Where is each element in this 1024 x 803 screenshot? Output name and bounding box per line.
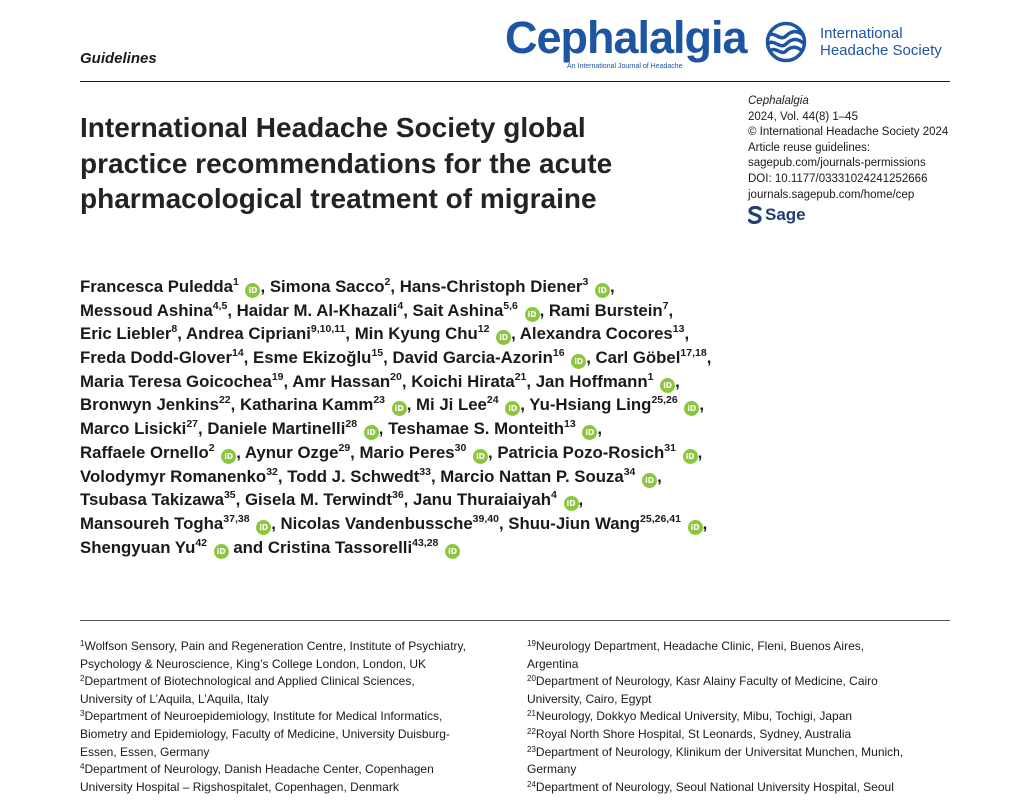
author-name: Raffaele Ornello (80, 442, 209, 462)
author-name: Teshamae S. Monteith (388, 419, 564, 439)
author-name: Francesca Puledda (80, 277, 233, 296)
author-affiliation-ref[interactable]: 28 (345, 418, 358, 431)
author (80, 443, 236, 462)
author-separator: , (243, 348, 253, 368)
author-name: Cristina Tassorelli (267, 537, 413, 557)
author (237, 301, 404, 320)
author-affiliation-ref[interactable]: 34 (623, 465, 636, 478)
author-affiliation-ref[interactable]: 39,40 (472, 512, 499, 525)
author (529, 395, 699, 414)
author-separator: , (539, 300, 549, 320)
author-name: Aynur Ozge (244, 442, 339, 462)
author-separator: , (378, 419, 389, 439)
author-name: Amr Hassan (292, 371, 391, 391)
section-label: Guidelines (80, 50, 157, 67)
author-affiliation-ref[interactable]: 2 (384, 276, 391, 288)
author-name: Tsubasa Takizawa (80, 490, 224, 510)
orcid-icon[interactable]: iD (505, 401, 520, 416)
author-affiliation-ref[interactable]: 16 (552, 347, 565, 360)
author-separator: , (260, 277, 270, 296)
orcid-icon[interactable]: iD (684, 401, 699, 416)
author-name: Hans-Christoph Diener (399, 277, 583, 296)
author (80, 419, 198, 438)
affiliation-number: 2 (80, 674, 85, 684)
affiliation-text: Neurology, Dokkyo Medical University, Mibu, Tochigi, Japan (535, 709, 853, 724)
orcid-icon[interactable]: iD (683, 449, 698, 464)
affiliation (527, 744, 957, 779)
article-meta (748, 94, 988, 224)
author-affiliation-ref[interactable]: 5,6 (503, 299, 518, 312)
author-name: Marcio Nattan P. Souza (440, 466, 624, 486)
title-line: practice recommendations for the acute (80, 147, 613, 179)
author-separator: , (271, 513, 281, 533)
affiliation-number: 1 (80, 639, 85, 648)
author-affiliation-ref[interactable]: 31 (664, 441, 676, 454)
orcid-icon[interactable]: iD (642, 473, 657, 488)
orcid-icon[interactable]: iD (582, 425, 597, 440)
affiliation-text: Department of Biotechnological and Applied Clinical Sciences, (84, 674, 415, 689)
author-line (80, 275, 960, 299)
author-separator: , (283, 371, 293, 391)
author-name: Todd J. Schwedt (287, 466, 420, 486)
affiliation-line: Argentina (527, 656, 579, 671)
orcid-icon[interactable]: iD (564, 496, 579, 511)
author-line (80, 488, 960, 512)
author-name: Mansoureh Togha (80, 513, 224, 533)
author-name: Freda Dodd-Glover (80, 348, 232, 368)
orcid-icon[interactable]: iD (445, 544, 460, 559)
author-separator: , (578, 490, 584, 510)
publisher-name: Sage (765, 205, 806, 225)
author (253, 348, 383, 367)
affiliation-number: 24 (527, 779, 536, 789)
author-line (80, 370, 960, 394)
author-affiliation-ref[interactable]: 20 (390, 370, 402, 383)
society-name-line1: International (820, 25, 903, 42)
affiliation-number: 20 (527, 674, 536, 684)
affiliation (527, 708, 957, 726)
affiliation-line (527, 744, 957, 762)
orcid-icon[interactable]: iD (214, 544, 229, 559)
affiliation-number: 21 (527, 709, 536, 719)
affiliation-number: 23 (527, 744, 536, 754)
author-separator: , (675, 371, 680, 391)
affiliation-number: 19 (527, 639, 536, 648)
author-separator: , (657, 466, 662, 486)
author (80, 538, 229, 557)
author-affiliation-ref[interactable]: 23 (373, 394, 386, 407)
author-line (80, 299, 960, 323)
author-affiliation-ref[interactable]: 29 (338, 441, 351, 454)
affiliation-number: 22 (527, 726, 536, 736)
affiliation-line (527, 726, 957, 744)
author-name: Eric Liebler (80, 324, 172, 344)
author-separator: , (699, 395, 705, 415)
affiliation-text: Department of Neurology, Klinikum der Universitat Munchen, Munich, (535, 744, 904, 759)
author-name: Andrea Cipriani (185, 324, 311, 344)
author-affiliation-ref[interactable]: 21 (514, 370, 527, 383)
orcid-icon[interactable]: iD (221, 449, 236, 464)
author-name: Mario Peres (359, 442, 455, 462)
author (360, 443, 489, 462)
affiliation (527, 726, 957, 744)
author-name: Sait Ashina (412, 300, 504, 320)
author (392, 348, 586, 367)
author-separator: , (520, 395, 530, 415)
affiliation-line: University, Cairo, Egypt (527, 691, 652, 706)
author-affiliation-ref[interactable]: 4 (397, 299, 404, 312)
author-affiliation-ref[interactable]: 3 (582, 276, 589, 288)
header-divider (80, 81, 950, 82)
author-affiliation-ref[interactable]: 13 (564, 418, 576, 431)
affiliation-line: University of L’Aquila, L’Aquila, Italy (80, 691, 269, 706)
affiliation-line (527, 779, 957, 797)
author-separator: , (383, 348, 393, 368)
author-separator: , (668, 300, 674, 320)
author-affiliation-ref[interactable]: 15 (371, 347, 384, 360)
author-separator: , (401, 371, 412, 391)
affiliation-text: Department of Neurology, Seoul National University Hospital, Seoul (535, 779, 894, 794)
author-name: Rami Burstein (548, 300, 663, 320)
affiliation (527, 673, 957, 708)
author (413, 301, 540, 320)
author-separator: , (697, 442, 703, 462)
affiliation-number: 4 (80, 762, 85, 772)
author-separator: , (609, 277, 615, 296)
affiliation-number: 3 (80, 709, 85, 719)
author (549, 301, 669, 320)
author-affiliation-ref[interactable]: 13 (672, 323, 685, 336)
author (416, 395, 520, 414)
author-affiliation-ref[interactable]: 2 (208, 441, 215, 454)
author-name: Yu-Hsiang Ling (529, 395, 652, 415)
author-affiliation-ref[interactable]: 1 (647, 370, 654, 383)
author (270, 277, 391, 296)
author (80, 277, 260, 296)
author (80, 467, 278, 486)
author-name: Haidar M. Al-Khazali (236, 300, 398, 320)
author-separator: , (403, 490, 413, 510)
author-affiliation-ref[interactable]: 42 (195, 536, 208, 549)
society-logo[interactable] (760, 20, 970, 64)
author-name: Messoud Ashina (80, 300, 213, 320)
author-separator: , (498, 513, 509, 533)
author-separator: , (235, 490, 245, 510)
author-affiliation-ref[interactable]: 4 (551, 489, 557, 502)
author-separator: , (702, 513, 708, 533)
author (497, 443, 697, 462)
affiliations-left-column (80, 638, 510, 796)
author (80, 372, 284, 391)
author-affiliation-ref[interactable]: 8 (171, 323, 178, 336)
author-name: Volodymyr Romanenko (80, 466, 267, 486)
orcid-icon[interactable]: iD (660, 378, 675, 393)
society-name (820, 25, 942, 59)
author (80, 514, 271, 533)
author-name: Gisela M. Terwindt (244, 490, 392, 510)
author-affiliation-ref[interactable]: 43,28 (412, 536, 439, 549)
author (355, 324, 511, 343)
orcid-icon[interactable]: iD (688, 520, 703, 535)
society-emblem-icon (760, 20, 812, 64)
author-line (80, 346, 960, 370)
affiliation-line: Psychology & Neuroscience, King’s College London, London, UK (80, 656, 426, 671)
meta-journal: Cephalalgia (748, 95, 809, 107)
affiliation-line (80, 708, 510, 726)
author-line (80, 441, 960, 465)
affiliation (527, 638, 957, 673)
title-line: International Headache Society global (80, 112, 586, 143)
affiliation-text: Wolfson Sensory, Pain and Regeneration Centre, Institute of Psychiatry, (84, 639, 466, 653)
author-name: Daniele Martinelli (207, 419, 346, 439)
author-name: Mi Ji Lee (416, 395, 487, 415)
affiliation-text: Royal North Shore Hospital, St Leonards, Sydney, Australia (535, 726, 852, 741)
orcid-icon[interactable]: iD (245, 283, 260, 298)
author (186, 324, 345, 343)
author-name: Carl Göbel (595, 348, 681, 368)
affiliation (80, 673, 510, 708)
affiliation-text: Neurology Department, Headache Clinic, Fleni, Buenos Aires, (535, 639, 865, 653)
orcid-icon[interactable]: iD (392, 401, 407, 416)
author-affiliation-ref[interactable]: 27 (186, 418, 199, 431)
author-name: Shengyuan Yu (80, 537, 196, 557)
journal-logo[interactable] (505, 12, 747, 74)
author-separator: , (227, 300, 237, 320)
journal-tagline: An International Journal of Headache (567, 63, 683, 70)
author-separator: , (390, 277, 400, 296)
author-line (80, 512, 960, 536)
author (281, 514, 499, 533)
author-separator: , (236, 442, 245, 462)
author-separator: , (586, 348, 596, 368)
author-affiliation-ref[interactable]: 33 (419, 465, 431, 478)
author-name: Maria Teresa Goicochea (80, 371, 272, 391)
author (388, 419, 597, 438)
meta-volume: 2024, Vol. 44(8) 1–45 (748, 110, 858, 123)
author (508, 514, 702, 533)
orcid-icon[interactable]: iD (525, 307, 540, 322)
author-separator: , (177, 324, 186, 344)
author (287, 467, 431, 486)
author (80, 490, 236, 509)
author-affiliation-ref[interactable]: 30 (454, 441, 467, 454)
society-name-line2: Headache Society (820, 42, 942, 59)
affiliation-text: Department of Neurology, Kasr Alainy Faculty of Medicine, Cairo (535, 674, 878, 689)
author-separator: , (684, 324, 690, 344)
author-separator: , (430, 466, 441, 486)
author (207, 419, 378, 438)
author (245, 443, 350, 462)
affiliation-line (80, 638, 510, 656)
author-affiliation-ref[interactable]: 37,38 (223, 512, 250, 525)
affiliation-text: Department of Neuroepidemiology, Institute for Medical Informatics, (84, 709, 443, 724)
author-separator: , (706, 348, 712, 368)
author-separator: , (403, 300, 413, 320)
author (536, 372, 675, 391)
meta-doi[interactable]: DOI: 10.1177/03331024241252666 (748, 172, 928, 185)
affiliation-line: Germany (527, 762, 577, 777)
author-affiliation-ref[interactable]: 22 (218, 394, 231, 407)
author (413, 490, 579, 509)
author-name: Patricia Pozo-Rosich (497, 442, 665, 462)
author-affiliation-ref[interactable]: 19 (271, 370, 284, 383)
meta-copyright: © International Headache Society 2024 (748, 126, 949, 139)
author-name: David Garcia-Azorin (392, 348, 553, 368)
author-name: Koichi Hirata (411, 371, 515, 391)
author (245, 490, 404, 509)
author-separator: , (230, 395, 240, 415)
paper-title (80, 110, 740, 217)
author-name: Esme Ekizoğlu (253, 348, 372, 368)
author-affiliation-ref[interactable]: 4,5 (212, 299, 228, 312)
author-name: Janu Thuraiaiyah (413, 490, 552, 510)
author-affiliation-ref[interactable]: 25,26 (651, 394, 678, 407)
author-line (80, 465, 960, 489)
author-separator: , (526, 371, 536, 391)
author-name: Shuu-Jiun Wang (508, 513, 641, 533)
meta-home-link[interactable]: journals.sagepub.com/home/cep (748, 188, 915, 201)
author-affiliation-ref[interactable]: 25,26,41 (640, 512, 681, 525)
author-affiliation-ref[interactable]: 1 (232, 276, 239, 288)
author-line (80, 536, 960, 560)
author-name: Alexandra Cocores (519, 324, 673, 344)
author-affiliation-ref[interactable]: 7 (662, 299, 669, 312)
affiliation-line (527, 638, 957, 656)
author (240, 395, 407, 414)
orcid-icon[interactable]: iD (473, 449, 488, 464)
author (596, 348, 707, 367)
author-name: Jan Hoffmann (535, 371, 648, 391)
author-name: Simona Sacco (269, 277, 385, 296)
author-separator: , (488, 442, 498, 462)
author (80, 348, 244, 367)
author (268, 538, 460, 557)
meta-reuse-link[interactable]: sagepub.com/journals-permissions (748, 157, 926, 170)
author (80, 301, 227, 320)
author-separator: , (277, 466, 288, 486)
affiliation-line: University Hospital – Rigshospitalet, Copenhagen, Denmark (80, 779, 399, 794)
author-separator: , (198, 419, 208, 439)
affiliation-line (80, 761, 510, 779)
author-line (80, 417, 960, 441)
author-line (80, 393, 960, 417)
affiliation (527, 779, 957, 797)
author-name: Marco Lisicki (80, 419, 187, 439)
author-separator: and (228, 537, 268, 557)
author-separator: , (597, 419, 603, 439)
affiliation (80, 708, 510, 761)
author-name: Nicolas Vandenbussche (280, 513, 473, 533)
author-list (80, 275, 960, 559)
author-name: Katharina Kamm (239, 395, 374, 415)
author-separator: , (511, 324, 520, 344)
affiliation-line (527, 673, 957, 691)
author-line (80, 322, 960, 346)
journal-name: Cephalalgia (505, 12, 747, 63)
affiliation (80, 761, 510, 796)
author-affiliation-ref[interactable]: 36 (391, 489, 404, 502)
author (520, 324, 685, 343)
author-separator: , (350, 442, 360, 462)
meta-reuse-label: Article reuse guidelines: (748, 141, 871, 154)
author-affiliation-ref[interactable]: 9,10,11 (310, 323, 346, 336)
author (411, 372, 526, 391)
sage-s-icon (748, 206, 762, 224)
author-affiliation-ref[interactable]: 35 (223, 489, 236, 502)
author-affiliation-ref[interactable]: 32 (266, 465, 278, 478)
affiliation (80, 638, 510, 673)
orcid-icon[interactable]: iD (571, 354, 586, 369)
author (440, 467, 657, 486)
author-separator: , (406, 395, 417, 415)
author-name: Min Kyung Chu (354, 324, 478, 344)
author-affiliation-ref[interactable]: 14 (231, 347, 244, 360)
affiliations-divider (80, 620, 950, 621)
author (400, 277, 610, 296)
author-affiliation-ref[interactable]: 17,18 (680, 347, 707, 360)
affiliation-line: Essen, Essen, Germany (80, 744, 210, 759)
affiliation-text: Department of Neurology, Danish Headache Center, Copenhagen (84, 762, 434, 777)
author-separator: , (345, 324, 355, 344)
author-affiliation-ref[interactable]: 24 (486, 394, 499, 407)
affiliation-line (527, 708, 957, 726)
affiliation-line: Biometry and Epidemiology, Faculty of Medicine, University Duisburg- (80, 726, 450, 741)
author (80, 395, 231, 414)
orcid-icon[interactable]: iD (496, 330, 511, 345)
title-line: pharmacological treatment of migraine (80, 183, 597, 214)
author (80, 324, 177, 343)
author-affiliation-ref[interactable]: 12 (477, 323, 490, 336)
orcid-icon[interactable]: iD (595, 283, 610, 298)
orcid-icon[interactable]: iD (364, 425, 379, 440)
author-name: Bronwyn Jenkins (80, 395, 219, 415)
publisher-logo[interactable] (748, 206, 988, 224)
orcid-icon[interactable]: iD (256, 520, 271, 535)
author (292, 372, 402, 391)
affiliation-line (80, 673, 510, 691)
affiliations-right-column (527, 638, 957, 796)
